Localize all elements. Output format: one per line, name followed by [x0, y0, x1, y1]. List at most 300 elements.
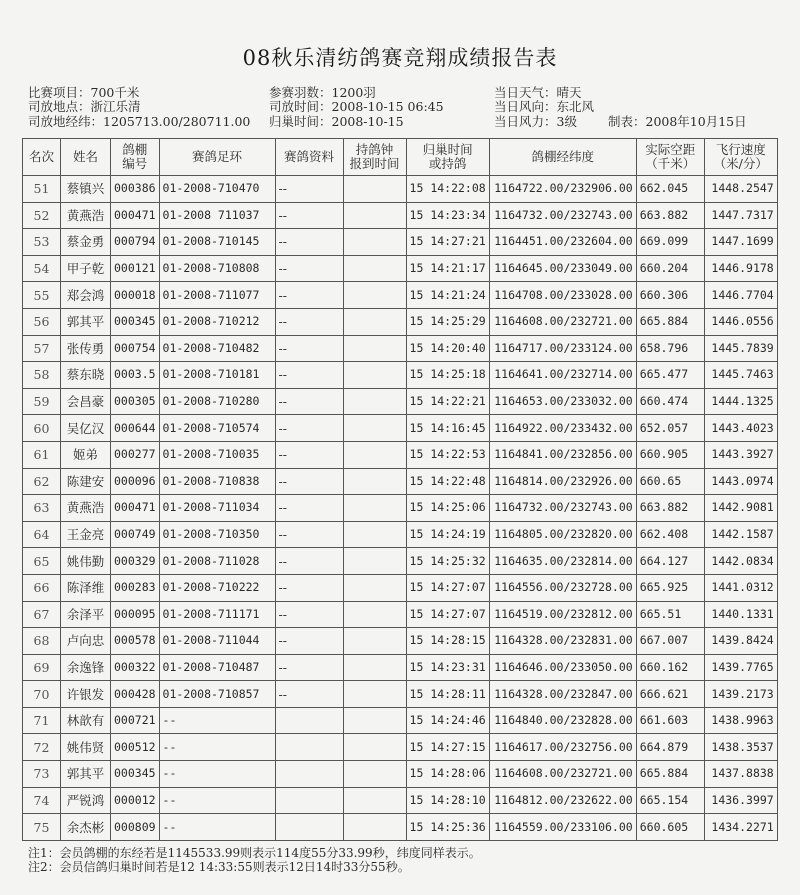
results-table: [22, 138, 778, 841]
rank-cell: 51: [23, 176, 61, 203]
return-time-cell: 15 14:25:18: [406, 362, 489, 389]
info-cell: --: [275, 176, 343, 203]
ring-cell: 01-2008-710212: [159, 308, 275, 335]
return-time-cell: 15 14:24:46: [406, 707, 489, 734]
made-by-date: 制表：2008年10月15日: [608, 113, 747, 129]
coordinates-cell: 1164519.00/232812.00: [489, 601, 636, 628]
info-cell: --: [275, 495, 343, 522]
rank-cell: 57: [23, 335, 61, 362]
header-distance: [636, 139, 704, 176]
rank-cell: 65: [23, 548, 61, 575]
rank-cell: 71: [23, 707, 61, 734]
coordinates-cell: 1164722.00/232906.00: [489, 176, 636, 203]
ring-cell: 01-2008-710035: [159, 441, 275, 468]
info-cell: --: [275, 654, 343, 681]
distance-cell: 665.477: [636, 362, 704, 389]
clock-time-cell: [343, 282, 406, 309]
wind-direction: 当日风向：东北风: [494, 99, 595, 115]
return-time-cell: 15 14:27:21: [406, 229, 489, 256]
name-cell: 王金亮: [61, 521, 111, 548]
rank-cell: 62: [23, 468, 61, 495]
header-loft-id-line: 编号: [122, 156, 148, 171]
ring-cell: --: [159, 787, 275, 814]
clock-time-cell: [343, 574, 406, 601]
ring-cell: 01-2008-711171: [159, 601, 275, 628]
rank-cell: 74: [23, 787, 61, 814]
loft-id-cell: 000096: [111, 468, 160, 495]
distance-cell: 662.045: [636, 176, 704, 203]
coordinates-cell: 1164717.00/233124.00: [489, 335, 636, 362]
table-row: [23, 521, 778, 548]
name-cell: 郑会鸿: [61, 282, 111, 309]
header-info: [275, 139, 343, 176]
speed-cell: 1443.0974: [704, 468, 777, 495]
clock-time-cell: [343, 654, 406, 681]
release-location: 司放地点：浙江乐清: [28, 99, 141, 115]
ring-cell: 01-2008-711034: [159, 495, 275, 522]
loft-id-cell: 000644: [111, 415, 160, 442]
speed-cell: 1446.7704: [704, 282, 777, 309]
name-cell: 林歆有: [61, 707, 111, 734]
ring-cell: 01-2008-710222: [159, 574, 275, 601]
clock-time-cell: [343, 441, 406, 468]
coordinates-cell: 1164814.00/232926.00: [489, 468, 636, 495]
speed-cell: 1446.0556: [704, 308, 777, 335]
info-cell: --: [275, 202, 343, 229]
loft-id-cell: 000305: [111, 388, 160, 415]
ring-cell: 01-2008-710482: [159, 335, 275, 362]
distance-cell: 660.162: [636, 654, 704, 681]
rank-cell: 52: [23, 202, 61, 229]
clock-time-cell: [343, 495, 406, 522]
speed-cell: 1441.0312: [704, 574, 777, 601]
table-row: [23, 707, 778, 734]
clock-time-cell: [343, 308, 406, 335]
loft-id-cell: 000471: [111, 202, 160, 229]
clock-time-cell: [343, 734, 406, 761]
header-coordinates-line: 鸽棚经纬度: [531, 149, 594, 164]
header-rank: [23, 139, 61, 176]
distance-cell: 666.621: [636, 681, 704, 708]
rank-cell: 59: [23, 388, 61, 415]
release-time: 司放时间：2008-10-15 06:45: [269, 99, 444, 115]
info-cell: --: [275, 521, 343, 548]
distance-cell: 665.154: [636, 787, 704, 814]
loft-id-cell: 000329: [111, 548, 160, 575]
return-time-cell: 15 14:25:32: [406, 548, 489, 575]
ring-cell: 01-2008-711077: [159, 282, 275, 309]
header-name-line: 姓名: [72, 149, 98, 164]
return-time-cell: 15 14:22:21: [406, 388, 489, 415]
table-row: [23, 308, 778, 335]
speed-cell: 1443.3927: [704, 441, 777, 468]
return-time-cell: 15 14:20:40: [406, 335, 489, 362]
rank-cell: 56: [23, 308, 61, 335]
ring-cell: 01-2008-710487: [159, 654, 275, 681]
table-row: [23, 601, 778, 628]
table-row: [23, 654, 778, 681]
table-row: [23, 548, 778, 575]
speed-cell: 1445.7463: [704, 362, 777, 389]
name-cell: 会昌豪: [61, 388, 111, 415]
loft-id-cell: 000095: [111, 601, 160, 628]
table-row: [23, 628, 778, 655]
info-cell: [275, 734, 343, 761]
name-cell: 陈建安: [61, 468, 111, 495]
distance-cell: 660.65: [636, 468, 704, 495]
loft-id-cell: 000749: [111, 521, 160, 548]
name-cell: 姚伟勤: [61, 548, 111, 575]
info-cell: --: [275, 601, 343, 628]
distance-cell: 660.306: [636, 282, 704, 309]
clock-time-cell: [343, 335, 406, 362]
loft-id-cell: 000754: [111, 335, 160, 362]
distance-cell: 660.474: [636, 388, 704, 415]
distance-cell: 660.905: [636, 441, 704, 468]
race-info-col-2: [269, 86, 444, 129]
clock-time-cell: [343, 787, 406, 814]
clock-time-cell: [343, 176, 406, 203]
clock-time-cell: [343, 521, 406, 548]
ring-cell: --: [159, 814, 275, 841]
coordinates-cell: 1164840.00/232828.00: [489, 707, 636, 734]
footnote-2: 注2：会员信鸽归巢时间若是12 14:33:55则表示12日14时33分55秒。: [28, 860, 410, 874]
info-cell: --: [275, 335, 343, 362]
loft-id-cell: 000121: [111, 255, 160, 282]
speed-cell: 1442.9081: [704, 495, 777, 522]
distance-cell: 663.882: [636, 495, 704, 522]
rank-cell: 66: [23, 574, 61, 601]
loft-id-cell: 000794: [111, 229, 160, 256]
name-cell: 余杰彬: [61, 814, 111, 841]
speed-cell: 1445.7839: [704, 335, 777, 362]
loft-id-cell: 000428: [111, 681, 160, 708]
distance-cell: 658.796: [636, 335, 704, 362]
ring-cell: 01-2008-710838: [159, 468, 275, 495]
ring-cell: 01-2008-710808: [159, 255, 275, 282]
name-cell: 张传勇: [61, 335, 111, 362]
footnote-1: 注1：会员鸽棚的东经若是1145533.99则表示114度55分33.99秒，纬度同样表示。: [28, 846, 481, 860]
table-row: [23, 734, 778, 761]
coordinates-cell: 1164556.00/232728.00: [489, 574, 636, 601]
coordinates-cell: 1164645.00/233049.00: [489, 255, 636, 282]
name-cell: 姬弟: [61, 441, 111, 468]
distance-cell: 667.007: [636, 628, 704, 655]
name-cell: 余逸锋: [61, 654, 111, 681]
speed-cell: 1438.3537: [704, 734, 777, 761]
header-speed-line: （米/分）: [713, 156, 768, 171]
return-time-cell: 15 14:28:10: [406, 787, 489, 814]
clock-time-cell: [343, 202, 406, 229]
coordinates-cell: 1164922.00/233432.00: [489, 415, 636, 442]
distance-cell: 669.099: [636, 229, 704, 256]
info-cell: [275, 787, 343, 814]
clock-time-cell: [343, 362, 406, 389]
header-rank-line: 名次: [28, 149, 54, 164]
header-clock-time: [343, 139, 406, 176]
ring-cell: 01-2008 711037: [159, 202, 275, 229]
coordinates-cell: 1164732.00/232743.00: [489, 202, 636, 229]
speed-cell: 1436.3997: [704, 787, 777, 814]
loft-id-cell: 000018: [111, 282, 160, 309]
name-cell: 蔡东晓: [61, 362, 111, 389]
coordinates-cell: 1164732.00/232743.00: [489, 495, 636, 522]
rank-cell: 55: [23, 282, 61, 309]
clock-time-cell: [343, 601, 406, 628]
distance-cell: 663.882: [636, 202, 704, 229]
loft-id-cell: 000721: [111, 707, 160, 734]
loft-id-cell: 000012: [111, 787, 160, 814]
loft-id-cell: 000277: [111, 441, 160, 468]
speed-cell: 1444.1325: [704, 388, 777, 415]
header-return-time-line: 或持鸽: [428, 156, 467, 171]
rank-cell: 60: [23, 415, 61, 442]
rank-cell: 69: [23, 654, 61, 681]
coordinates-cell: 1164841.00/232856.00: [489, 441, 636, 468]
speed-cell: 1434.2271: [704, 814, 777, 841]
return-time-cell: 15 14:28:15: [406, 628, 489, 655]
distance-cell: 660.605: [636, 814, 704, 841]
distance-cell: 661.603: [636, 707, 704, 734]
name-cell: 甲子乾: [61, 255, 111, 282]
report-title: 08秋乐清纺鸽赛竞翔成绩报告表: [242, 46, 558, 70]
table-row: [23, 441, 778, 468]
rank-cell: 53: [23, 229, 61, 256]
entry-count: 参赛羽数：1200羽: [269, 85, 376, 100]
distance-cell: 665.884: [636, 761, 704, 788]
speed-cell: 1447.1699: [704, 229, 777, 256]
speed-cell: 1447.7317: [704, 202, 777, 229]
info-cell: --: [275, 468, 343, 495]
rank-cell: 67: [23, 601, 61, 628]
table-header-row: [23, 139, 778, 176]
name-cell: 郭其平: [61, 308, 111, 335]
speed-cell: 1446.9178: [704, 255, 777, 282]
table-row: [23, 388, 778, 415]
rank-cell: 70: [23, 681, 61, 708]
table-row: [23, 761, 778, 788]
coordinates-cell: 1164451.00/232604.00: [489, 229, 636, 256]
table-row: [23, 495, 778, 522]
return-time-cell: 15 14:27:07: [406, 601, 489, 628]
race-distance: 比赛项目：700千米: [28, 85, 140, 100]
name-cell: 余泽平: [61, 601, 111, 628]
return-time-cell: 15 14:22:53: [406, 441, 489, 468]
info-cell: [275, 814, 343, 841]
distance-cell: 664.127: [636, 548, 704, 575]
header-coordinates: [489, 139, 636, 176]
return-time-cell: 15 14:23:31: [406, 654, 489, 681]
distance-cell: 660.204: [636, 255, 704, 282]
coordinates-cell: 1164608.00/232721.00: [489, 761, 636, 788]
info-cell: --: [275, 548, 343, 575]
info-cell: --: [275, 441, 343, 468]
loft-id-cell: 000471: [111, 495, 160, 522]
distance-cell: 664.879: [636, 734, 704, 761]
return-time-cell: 15 14:16:45: [406, 415, 489, 442]
speed-cell: 1442.1587: [704, 521, 777, 548]
loft-id-cell: 000322: [111, 654, 160, 681]
ring-cell: 01-2008-710280: [159, 388, 275, 415]
loft-id-cell: 000345: [111, 308, 160, 335]
ring-cell: --: [159, 761, 275, 788]
ring-cell: 01-2008-710470: [159, 176, 275, 203]
distance-cell: 665.884: [636, 308, 704, 335]
info-cell: --: [275, 308, 343, 335]
ring-cell: 01-2008-711028: [159, 548, 275, 575]
loft-id-cell: 000386: [111, 176, 160, 203]
speed-cell: 1439.7765: [704, 654, 777, 681]
return-time-cell: 15 14:28:06: [406, 761, 489, 788]
return-time-cell: 15 14:22:48: [406, 468, 489, 495]
coordinates-cell: 1164617.00/232756.00: [489, 734, 636, 761]
coordinates-cell: 1164328.00/232847.00: [489, 681, 636, 708]
coordinates-cell: 1164653.00/233032.00: [489, 388, 636, 415]
ring-cell: 01-2008-710350: [159, 521, 275, 548]
clock-time-cell: [343, 415, 406, 442]
return-time-cell: 15 14:28:11: [406, 681, 489, 708]
info-cell: --: [275, 282, 343, 309]
speed-cell: 1443.4023: [704, 415, 777, 442]
info-cell: --: [275, 415, 343, 442]
table-row: [23, 202, 778, 229]
header-speed: [704, 139, 777, 176]
loft-id-cell: 000283: [111, 574, 160, 601]
header-clock-time-line: 持鸽钟: [355, 142, 394, 157]
rank-cell: 54: [23, 255, 61, 282]
race-info: [28, 86, 778, 130]
info-cell: [275, 761, 343, 788]
weather: 当日天气：晴天: [494, 85, 582, 100]
return-time-cell: 15 14:27:07: [406, 574, 489, 601]
clock-time-cell: [343, 229, 406, 256]
table-row: [23, 415, 778, 442]
coordinates-cell: 1164812.00/232622.00: [489, 787, 636, 814]
loft-id-cell: 000345: [111, 761, 160, 788]
wind-force: 当日风力：3级: [494, 113, 577, 129]
loft-id-cell: 0003.5: [111, 362, 160, 389]
table-row: [23, 787, 778, 814]
table-row: [23, 255, 778, 282]
race-info-col-3: [494, 86, 594, 129]
rank-cell: 61: [23, 441, 61, 468]
coordinates-cell: 1164559.00/233106.00: [489, 814, 636, 841]
name-cell: 黄燕浩: [61, 202, 111, 229]
coordinates-cell: 1164608.00/232721.00: [489, 308, 636, 335]
info-cell: --: [275, 388, 343, 415]
header-speed-line: 飞行速度: [715, 142, 766, 157]
race-info-col-1: [28, 86, 250, 129]
header-ring: [159, 139, 275, 176]
release-coordinates: 司放地经纬：1205713.00/280711.00: [28, 113, 251, 129]
name-cell: 黄燕浩: [61, 495, 111, 522]
coordinates-cell: 1164805.00/232820.00: [489, 521, 636, 548]
coordinates-cell: 1164328.00/232831.00: [489, 628, 636, 655]
return-time-cell: 15 14:21:24: [406, 282, 489, 309]
return-time-cell: 15 14:25:06: [406, 495, 489, 522]
rank-cell: 73: [23, 761, 61, 788]
table-row: [23, 814, 778, 841]
info-cell: [275, 707, 343, 734]
speed-cell: 1439.2173: [704, 681, 777, 708]
info-cell: --: [275, 574, 343, 601]
return-time-cell: 15 14:22:08: [406, 176, 489, 203]
clock-time-cell: [343, 761, 406, 788]
name-cell: 姚伟贤: [61, 734, 111, 761]
clock-time-cell: [343, 628, 406, 655]
header-loft-id-line: 鸽棚: [122, 142, 148, 157]
header-return-time: [406, 139, 489, 176]
table-row: [23, 335, 778, 362]
loft-id-cell: 000809: [111, 814, 160, 841]
table-row: [23, 362, 778, 389]
rank-cell: 64: [23, 521, 61, 548]
ring-cell: 01-2008-711044: [159, 628, 275, 655]
name-cell: 郭其平: [61, 761, 111, 788]
rank-cell: 58: [23, 362, 61, 389]
name-cell: 许银发: [61, 681, 111, 708]
coordinates-cell: 1164646.00/233050.00: [489, 654, 636, 681]
table-row: [23, 681, 778, 708]
table-row: [23, 282, 778, 309]
speed-cell: 1448.2547: [704, 176, 777, 203]
clock-time-cell: [343, 707, 406, 734]
name-cell: 卢向忠: [61, 628, 111, 655]
coordinates-cell: 1164635.00/232814.00: [489, 548, 636, 575]
clock-time-cell: [343, 468, 406, 495]
ring-cell: 01-2008-710574: [159, 415, 275, 442]
ring-cell: --: [159, 734, 275, 761]
loft-id-cell: 000512: [111, 734, 160, 761]
distance-cell: 665.925: [636, 574, 704, 601]
return-date: 归巢时间：2008-10-15: [269, 113, 404, 129]
header-ring-line: 赛鸽足环: [192, 149, 243, 164]
header-name: [61, 139, 111, 176]
ring-cell: 01-2008-710857: [159, 681, 275, 708]
name-cell: 严锐鸿: [61, 787, 111, 814]
speed-cell: 1442.0834: [704, 548, 777, 575]
return-time-cell: 15 14:24:19: [406, 521, 489, 548]
speed-cell: 1438.9963: [704, 707, 777, 734]
ring-cell: 01-2008-710145: [159, 229, 275, 256]
distance-cell: 662.408: [636, 521, 704, 548]
rank-cell: 68: [23, 628, 61, 655]
return-time-cell: 15 14:23:34: [406, 202, 489, 229]
clock-time-cell: [343, 681, 406, 708]
clock-time-cell: [343, 388, 406, 415]
rank-cell: 63: [23, 495, 61, 522]
return-time-cell: 15 14:25:29: [406, 308, 489, 335]
info-cell: --: [275, 229, 343, 256]
return-time-cell: 15 14:27:15: [406, 734, 489, 761]
speed-cell: 1437.8838: [704, 761, 777, 788]
table-row: [23, 176, 778, 203]
info-cell: --: [275, 628, 343, 655]
ring-cell: --: [159, 707, 275, 734]
info-cell: --: [275, 255, 343, 282]
coordinates-cell: 1164708.00/233028.00: [489, 282, 636, 309]
header-distance-line: （千米）: [645, 156, 696, 171]
table-row: [23, 468, 778, 495]
speed-cell: 1440.1331: [704, 601, 777, 628]
rank-cell: 75: [23, 814, 61, 841]
ring-cell: 01-2008-710181: [159, 362, 275, 389]
clock-time-cell: [343, 255, 406, 282]
name-cell: 蔡金勇: [61, 229, 111, 256]
name-cell: 陈泽维: [61, 574, 111, 601]
distance-cell: 665.51: [636, 601, 704, 628]
clock-time-cell: [343, 814, 406, 841]
